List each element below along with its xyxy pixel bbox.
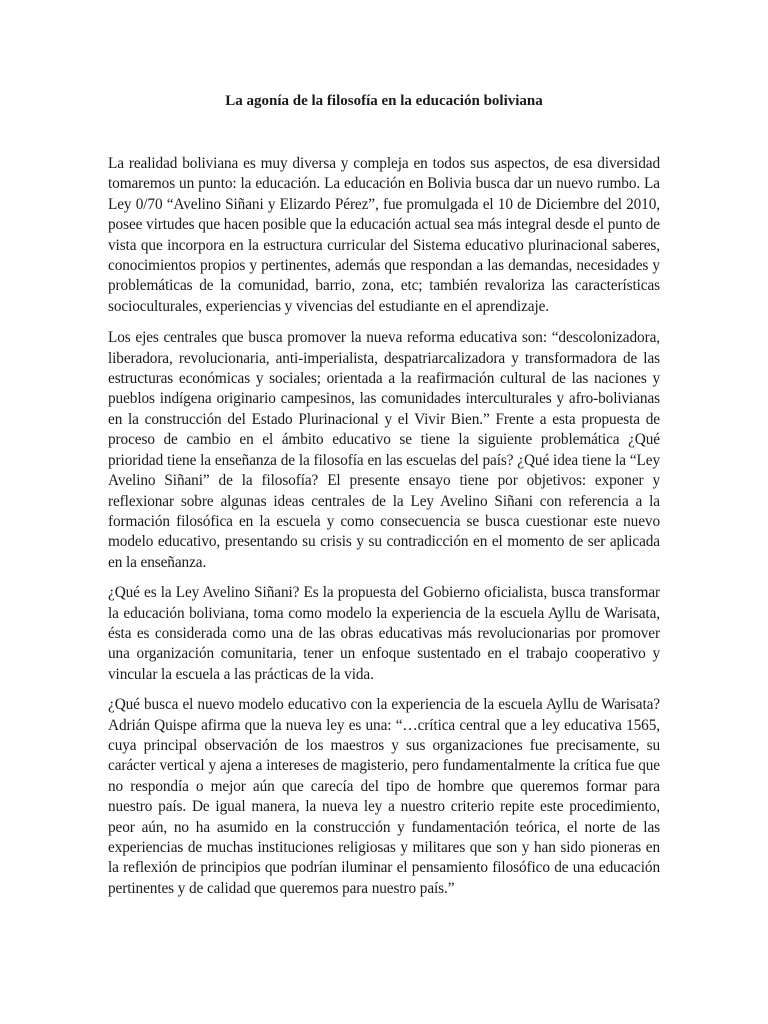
document-title: La agonía de la filosofía en la educación boliviana <box>225 93 543 109</box>
paragraph-3: ¿Qué es la Ley Avelino Siñani? Es la propuesta del Gobierno oficialista, busca transformar la educación boliviana, toma como modelo la experiencia de la escuela Ayllu de Warisata, ésta es considerada como una de las obras educativas más revolucionarias por promover una organización comunitaria, tener un enfoque sustentado en el trabajo cooperativo y vincular la escuela a las prácticas de la vida. <box>108 584 660 683</box>
paragraph-4: ¿Qué busca el nuevo modelo educativo con la experiencia de la escuela Ayllu de Warisata? Adrián Quispe afirma que la nueva ley es una: “…crítica central que a ley educativa 1565, cuya principal observación de los maestros y sus organizaciones fue precisamente, su carácter vertical y ajena a intereses de magisterio, pero fundamentalmente la crítica fue que no respondía o mejor aún que carecía del tipo de hombre que queremos formar para nuestro país. De igual manera, la nueva ley a nuestro criterio repite este procedimiento, peor aún, no ha asumido en la construcción y fundamentación teórica, el norte de las experiencias de muchas instituciones religiosas y militares que son y han sido pioneras en la reflexión de principios que podrían iluminar el pensamiento filosófico de una educación pertinentes y de calidad que queremos para nuestro país.” <box>108 696 660 897</box>
paragraph-1: La realidad boliviana es muy diversa y compleja en todos sus aspectos, de esa diversidad tomaremos un punto: la educación. La educación en Bolivia busca dar un nuevo rumbo. La Ley 0/70 “Avelino Siñani y Elizardo Pérez”, fue promulgada el 10 de Diciembre del 2010, posee virtudes que hacen posible que la educación actual sea más integral desde el punto de vista que incorpora en la estructura curricular del Sistema educativo plurinacional saberes, conocimientos propios y pertinentes, además que respondan a las demandas, necesidades y problemáticas de la comunidad, barrio, zona, etc; también revaloriza las características socioculturales, experiencias y vivencias del estudiante en el aprendizaje. <box>108 155 661 315</box>
document-body <box>108 154 660 909</box>
paragraph-2: Los ejes centrales que busca promover la nueva reforma educativa son: “descolonizadora, liberadora, revolucionaria, anti-imperialista, despatriarcalizadora y transformadora de las estructuras económicas y sociales; orientada a la reafirmación cultural de las naciones y pueblos indígena originario campesinos, las comunidades interculturales y afro-bolivianas en la construcción del Estado Plurinacional y el Vivir Bien.” Frente a esta propuesta de proceso de cambio en el ámbito educativo se tiene la siguiente problemática ¿Qué prioridad tiene la enseñanza de la filosofía en las escuelas del país? ¿Qué idea tiene la “Ley Avelino Siñani” de la filosofía? El presente ensayo tiene por objetivos: exponer y reflexionar sobre algunas ideas centrales de la Ley Avelino Siñani con referencia a la formación filosófica en la escuela y como consecuencia se busca cuestionar este nuevo modelo educativo, presentando su crisis y su contradicción en el momento de ser aplicada en la enseñanza. <box>108 329 660 571</box>
